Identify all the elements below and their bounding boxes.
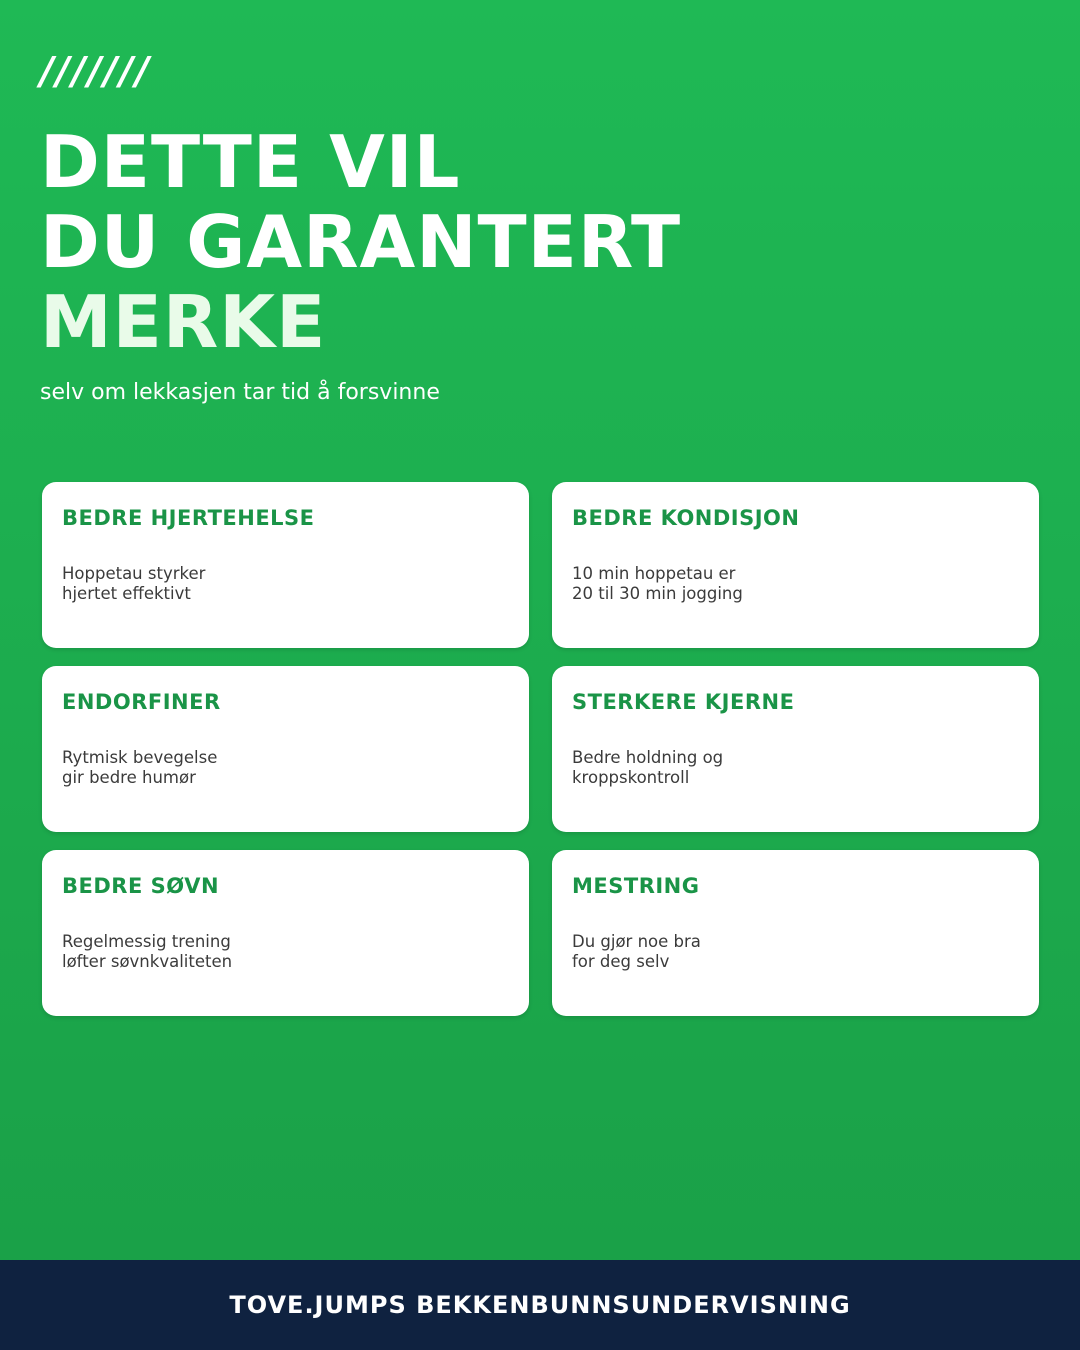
card-text-line: hjertet effektivt <box>62 584 191 603</box>
card-text <box>62 564 509 604</box>
benefit-card-endorphins <box>42 666 529 832</box>
card-text-line: for deg selv <box>572 952 670 971</box>
card-text-line: kroppskontroll <box>572 768 690 787</box>
card-title: BEDRE KONDISJON <box>572 506 800 530</box>
footer-bar <box>0 1260 1080 1350</box>
card-title: STERKERE KJERNE <box>572 690 795 714</box>
headline-line-1: DETTE VIL <box>40 120 461 204</box>
headline-line-2: DU GARANTERT <box>40 200 682 284</box>
card-title: BEDRE HJERTEHELSE <box>62 506 315 530</box>
benefit-card-core <box>552 666 1039 832</box>
benefit-card-sleep <box>42 850 529 1016</box>
headline <box>40 122 681 362</box>
card-text-line: Regelmessig trening <box>62 932 231 951</box>
footer-brand: TOVE.JUMPS BEKKENBUNNSUNDERVISNING <box>229 1291 851 1319</box>
card-text-line: Du gjør noe bra <box>572 932 701 951</box>
card-title: MESTRING <box>572 874 700 898</box>
card-title: BEDRE SØVN <box>62 874 220 898</box>
card-text <box>572 932 1019 972</box>
benefit-card-heart-health <box>42 482 529 648</box>
card-text-line: Hoppetau styrker <box>62 564 206 583</box>
card-text <box>62 932 509 972</box>
decorative-slashes: /////// <box>40 49 152 93</box>
card-text <box>572 564 1019 604</box>
benefit-card-mastery <box>552 850 1039 1016</box>
card-text <box>572 748 1019 788</box>
card-text-line: løfter søvnkvaliteten <box>62 952 233 971</box>
card-title: ENDORFINER <box>62 690 221 714</box>
subtitle: selv om lekkasjen tar tid å forsvinne <box>40 380 440 405</box>
card-text <box>62 748 509 788</box>
card-text-line: 10 min hoppetau er <box>572 564 736 583</box>
card-text-line: 20 til 30 min jogging <box>572 584 743 603</box>
benefits-grid <box>42 482 1039 1016</box>
benefit-card-condition <box>552 482 1039 648</box>
card-text-line: gir bedre humør <box>62 768 196 787</box>
card-text-line: Bedre holdning og <box>572 748 724 767</box>
headline-line-3: MERKE <box>40 280 327 364</box>
card-text-line: Rytmisk bevegelse <box>62 748 218 767</box>
